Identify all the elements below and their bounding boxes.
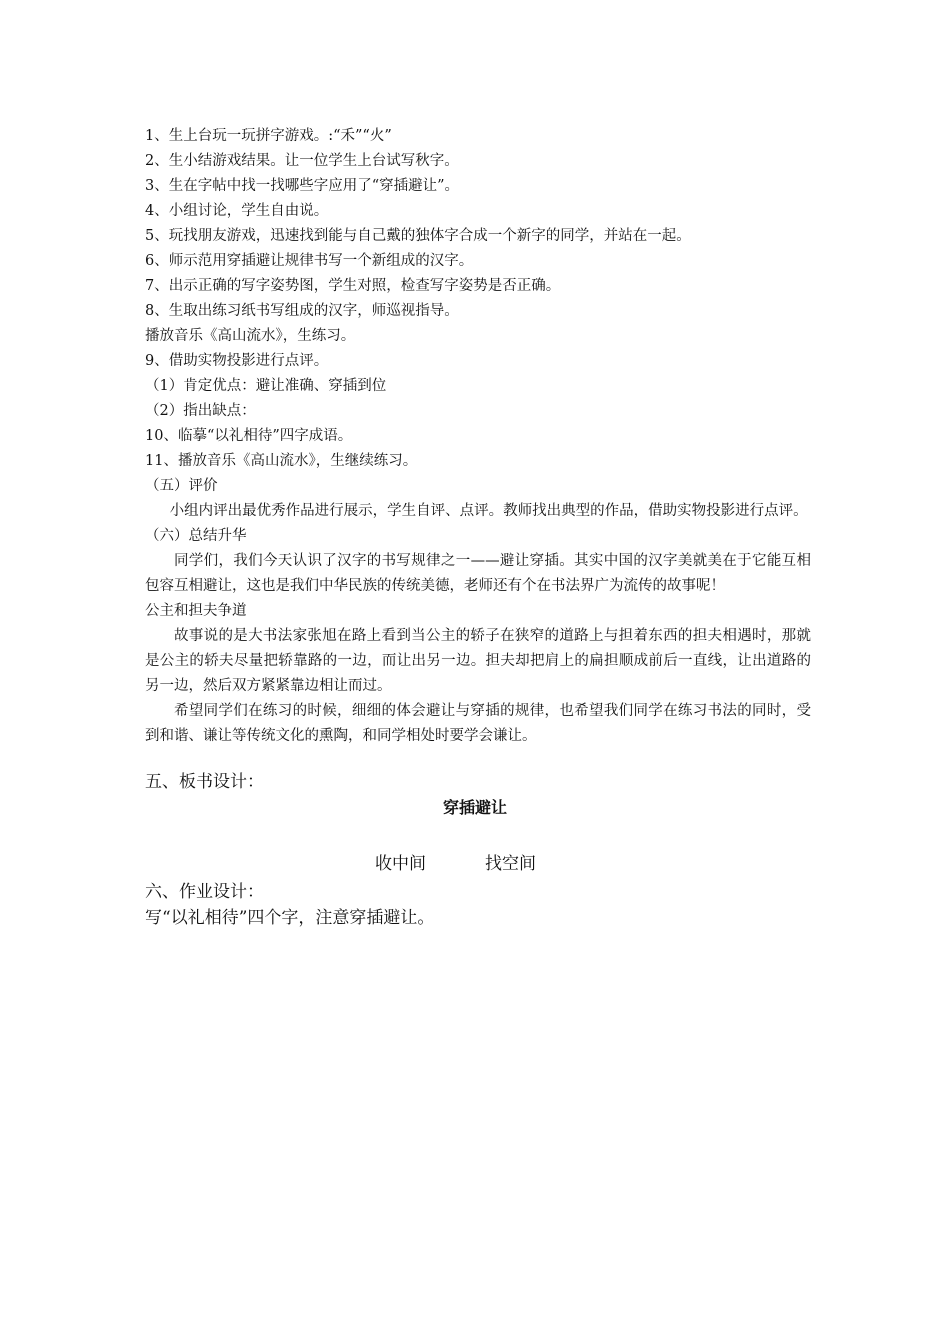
step-8: 8、生取出练习纸书写组成的汉字，师巡视指导。 <box>145 303 459 319</box>
step-3: 3、生在字帖中找一找哪些字应用了“穿插避让”。 <box>145 178 460 194</box>
document-page <box>145 124 811 931</box>
homework-heading: 六、作业设计： <box>145 882 264 902</box>
board-design-heading: 五、板书设计： <box>145 772 264 792</box>
step-11: 11、播放音乐《高山流水》，生继续练习。 <box>145 453 418 469</box>
step-9: 9、借助实物投影进行点评。 <box>145 353 329 369</box>
homework-text: 写“以礼相待”四个字，注意穿插避让。 <box>145 908 435 928</box>
step-2: 2、生小结游戏结果。让一位学生上台试写秋字。 <box>145 153 459 169</box>
step-7: 7、出示正确的写字姿势图，学生对照，检查写字姿势是否正确。 <box>145 278 561 294</box>
board-left-item: 收中间 <box>375 854 426 874</box>
story-text: 故事说的是大书法家张旭在路上看到当公主的轿子在狭窄的道路上与担着东西的担夫相遇时，那就是公主的轿夫尽量把轿靠路的一边，而让出另一边。担夫却把肩上的扁担顺成前后一直线，让出道路的另一边，然后双方紧紧靠边相让而过。 <box>145 628 811 694</box>
steps-list <box>145 124 811 474</box>
summary-heading: （六）总结升华 <box>145 528 247 544</box>
story-title: 公主和担夫争道 <box>145 603 247 619</box>
step-9-weaknesses: （2）指出缺点： <box>145 403 256 419</box>
board-row <box>145 821 811 879</box>
step-9-strengths: （1）肯定优点：避让准确、穿插到位 <box>145 378 387 394</box>
evaluation-heading: （五）评价 <box>145 478 218 494</box>
board-title: 穿插避让 <box>442 798 507 817</box>
evaluation-text: 小组内评出最优秀作品进行展示，学生自评、点评。教师找出典型的作品，借助实物投影进行点评。 <box>169 503 808 519</box>
summary-text: 同学们，我们今天认识了汉字的书写规律之一——避让穿插。其实中国的汉字美就美在于它能互相包容互相避让，这也是我们中华民族的传统美德，老师还有个在书法界广为流传的故事呢！ <box>145 553 811 594</box>
step-4: 4、小组讨论，学生自由说。 <box>145 203 329 219</box>
step-10: 10、临摹“以礼相待”四字成语。 <box>145 428 353 444</box>
music-practice-line: 播放音乐《高山流水》，生练习。 <box>145 328 356 344</box>
step-6: 6、师示范用穿插避让规律书写一个新组成的汉字。 <box>145 253 474 269</box>
board-right-item: 找空间 <box>485 854 536 874</box>
story-closing: 希望同学们在练习的时候，细细的体会避让与穿插的规律，也希望我们同学在练习书法的同时，受到和谐、谦让等传统文化的熏陶，和同学相处时要学会谦让。 <box>145 703 811 744</box>
step-5: 5、玩找朋友游戏，迅速找到能与自己戴的独体字合成一个新字的同学，并站在一起。 <box>145 228 691 244</box>
section-spacer <box>145 749 811 769</box>
step-1: 1、生上台玩一玩拼字游戏。:“禾”“火” <box>145 128 392 144</box>
